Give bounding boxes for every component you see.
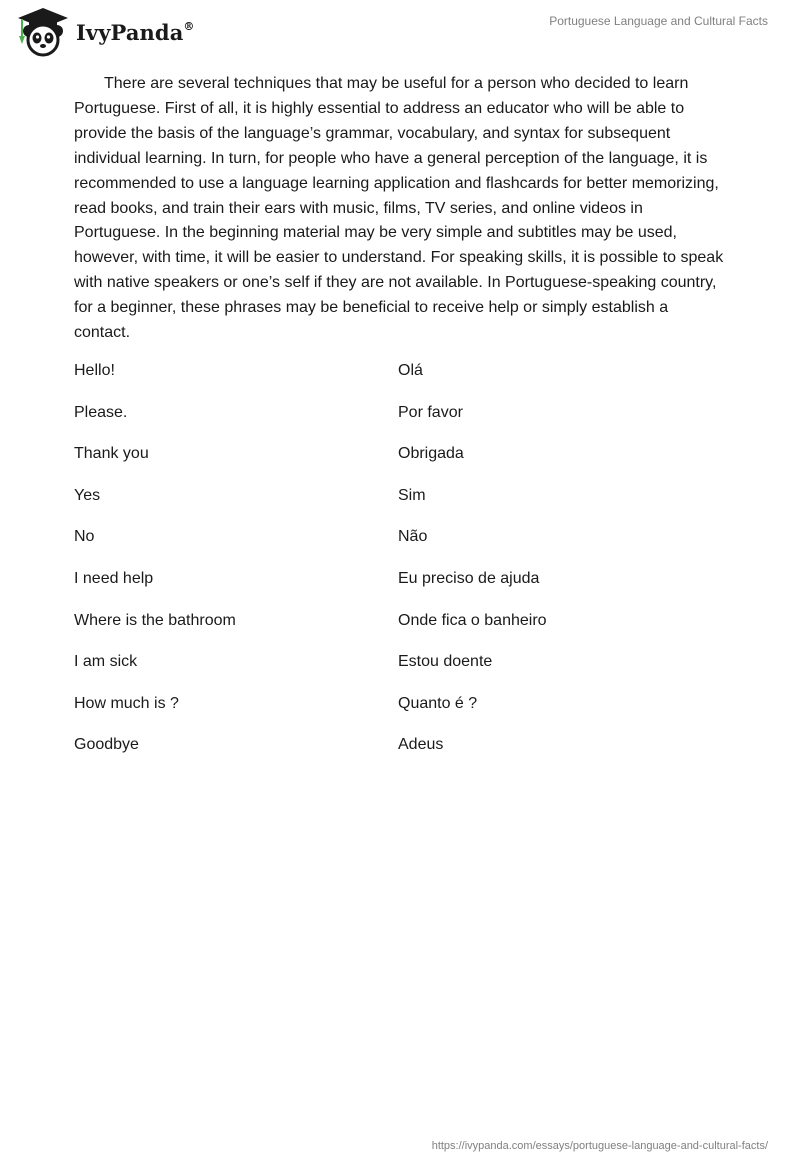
document-title: Portuguese Language and Cultural Facts xyxy=(549,14,768,28)
brand-logo[interactable] xyxy=(14,6,195,58)
table-row xyxy=(74,528,724,570)
brand-name xyxy=(76,20,195,45)
table-row xyxy=(74,362,724,404)
english-phrase: Where is the bathroom xyxy=(74,611,236,629)
english-phrase: Thank you xyxy=(74,445,149,463)
table-row xyxy=(74,612,724,654)
source-url-link[interactable]: https://ivypanda.com/essays/portuguese-language-and-cultural-facts/ xyxy=(431,1140,768,1152)
panda-graduate-icon xyxy=(14,6,72,58)
portuguese-phrase: Por favor xyxy=(398,403,463,421)
english-phrase: I need help xyxy=(74,569,154,587)
portuguese-phrase: Eu preciso de ajuda xyxy=(398,569,540,587)
table-row xyxy=(74,445,724,487)
body-paragraph: There are several techniques that may be useful for a person who decided to learn Portuguese. First of all, it is highly essential to address an educator who will be able to provide the basis of the language’s grammar, vocabulary, and syntax for subsequent individual learning. In turn, for people who have a general perception of the language, it is recommended to use a language learning application and flashcards for better memorizing, read books, and train their ears with music, films, TV series, and online videos in Portuguese. In the beginning material may be very simple and subtitles may be used, however, with time, it will be easier to understand. For speaking skills, it is possible to speak with native speakers or one’s self if they are not available. In Portuguese-speaking country, for a beginner, these phrases may be beneficial to receive help or simply establish a contact. xyxy=(74,75,724,342)
portuguese-phrase: Não xyxy=(398,528,428,546)
table-row xyxy=(74,487,724,529)
table-row xyxy=(74,570,724,612)
document-body xyxy=(74,72,724,778)
english-phrase: Please. xyxy=(74,403,128,421)
english-phrase: Hello! xyxy=(74,361,115,379)
portuguese-phrase: Quanto é ? xyxy=(398,694,478,712)
table-row xyxy=(74,653,724,695)
portuguese-phrase: Adeus xyxy=(398,736,444,754)
english-phrase: No xyxy=(74,528,95,546)
english-phrase: Goodbye xyxy=(74,736,139,754)
portuguese-phrase: Estou doente xyxy=(398,653,493,671)
english-phrase: Yes xyxy=(74,486,101,504)
portuguese-phrase: Sim xyxy=(398,486,426,504)
table-row xyxy=(74,695,724,737)
portuguese-phrase: Onde fica o banheiro xyxy=(398,611,547,629)
table-row xyxy=(74,736,724,778)
portuguese-phrase: Obrigada xyxy=(398,445,464,463)
english-phrase: I am sick xyxy=(74,653,138,671)
table-row xyxy=(74,404,724,446)
registered-mark: ® xyxy=(183,19,195,33)
english-phrase: How much is ? xyxy=(74,694,179,712)
brand-name-text: IvyPanda xyxy=(76,19,184,45)
portuguese-phrase: Olá xyxy=(398,361,423,379)
phrase-table xyxy=(74,362,724,778)
